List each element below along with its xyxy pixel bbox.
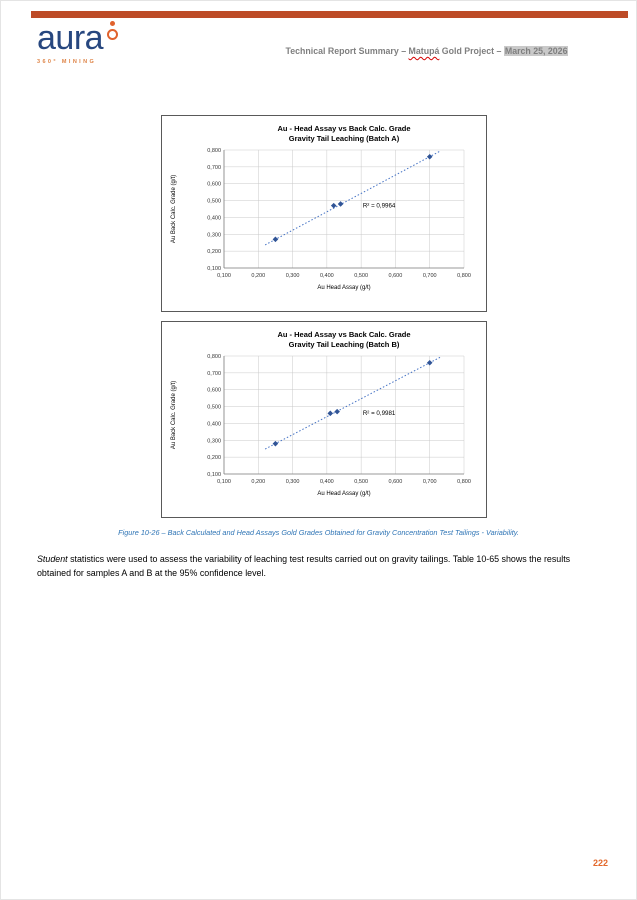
- svg-text:0,800: 0,800: [457, 273, 471, 279]
- svg-text:Au Back Calc. Grade (g/t): Au Back Calc. Grade (g/t): [171, 380, 177, 450]
- logo-dot-icon: [105, 21, 121, 55]
- header-title-part1: Technical Report Summary –: [285, 46, 409, 56]
- svg-text:0,600: 0,600: [207, 387, 221, 394]
- body-paragraph-text: statistics were used to assess the variability of leaching test results carried out on gravity tailings. Table 10-65 shows the results obtained for samples A and B at the 95% confidence level.: [37, 554, 571, 579]
- svg-text:0,600: 0,600: [388, 273, 403, 279]
- svg-text:0,700: 0,700: [422, 273, 437, 279]
- svg-text:0,400: 0,400: [319, 479, 334, 485]
- body-lead-word: Student: [37, 554, 68, 564]
- svg-text:Au - Head Assay vs Back Calc.: Au - Head Assay vs Back Calc. Grade: [277, 124, 411, 133]
- svg-text:0,300: 0,300: [285, 479, 300, 485]
- svg-text:0,600: 0,600: [207, 181, 221, 188]
- header-rule: [31, 11, 628, 18]
- svg-text:Au Back Calc. Grade (g/t): Au Back Calc. Grade (g/t): [171, 174, 177, 244]
- svg-text:0,500: 0,500: [354, 273, 369, 279]
- svg-text:0,400: 0,400: [207, 215, 221, 222]
- header-project-name: Matupá: [408, 46, 440, 56]
- svg-text:0,800: 0,800: [207, 148, 221, 154]
- svg-text:Gravity Tail Leaching (Batch B: Gravity Tail Leaching (Batch B): [288, 340, 400, 349]
- svg-text:0,800: 0,800: [207, 354, 221, 360]
- svg-text:0,100: 0,100: [217, 273, 231, 279]
- svg-text:0,300: 0,300: [285, 273, 300, 279]
- logo-row: [37, 21, 167, 55]
- svg-text:0,400: 0,400: [319, 273, 334, 279]
- chart-batch-a: [161, 115, 487, 312]
- svg-text:Au - Head Assay vs Back Calc.: Au - Head Assay vs Back Calc. Grade: [277, 330, 411, 339]
- svg-text:Au Head Assay (g/t): Au Head Assay (g/t): [317, 285, 371, 291]
- header-date: March 25, 2026: [504, 46, 568, 56]
- header-title-part2: Gold Project –: [439, 46, 504, 56]
- svg-text:Gravity Tail Leaching (Batch A: Gravity Tail Leaching (Batch A): [288, 134, 400, 143]
- svg-text:0,100: 0,100: [207, 472, 221, 478]
- svg-text:0,500: 0,500: [207, 404, 221, 411]
- svg-text:0,100: 0,100: [207, 266, 221, 272]
- svg-text:0,200: 0,200: [251, 273, 266, 279]
- body-paragraph: [37, 552, 604, 581]
- svg-text:0,300: 0,300: [207, 438, 221, 445]
- svg-text:0,600: 0,600: [388, 479, 403, 485]
- svg-text:Au Head Assay (g/t): Au Head Assay (g/t): [317, 491, 371, 497]
- aura-logo: [37, 21, 167, 65]
- page-number: 222: [592, 858, 608, 868]
- svg-text:0,200: 0,200: [251, 479, 266, 485]
- chart-batch-b: [161, 321, 487, 518]
- svg-text:R² = 0,9981: R² = 0,9981: [362, 410, 396, 417]
- svg-text:0,500: 0,500: [207, 198, 221, 205]
- svg-text:0,300: 0,300: [207, 232, 221, 239]
- svg-text:0,400: 0,400: [207, 421, 221, 428]
- logo-ring: [107, 29, 118, 40]
- svg-text:0,800: 0,800: [457, 479, 471, 485]
- logo-tagline: 360° MINING: [37, 59, 97, 65]
- svg-text:R² = 0,9964: R² = 0,9964: [362, 202, 396, 210]
- svg-text:0,700: 0,700: [207, 164, 221, 171]
- svg-text:0,100: 0,100: [217, 479, 231, 485]
- svg-text:0,700: 0,700: [207, 370, 221, 377]
- logo-dot: [110, 21, 115, 26]
- svg-text:0,700: 0,700: [422, 479, 437, 485]
- logo-wordmark: aura: [37, 19, 104, 57]
- svg-text:0,200: 0,200: [207, 455, 221, 462]
- svg-text:0,500: 0,500: [354, 479, 369, 485]
- figure-caption: Figure 10-26 – Back Calculated and Head Assays Gold Grades Obtained for Gravity Concentration Test Tailings - Variability.: [118, 528, 519, 537]
- document-header: [229, 46, 625, 56]
- svg-text:0,200: 0,200: [207, 249, 221, 256]
